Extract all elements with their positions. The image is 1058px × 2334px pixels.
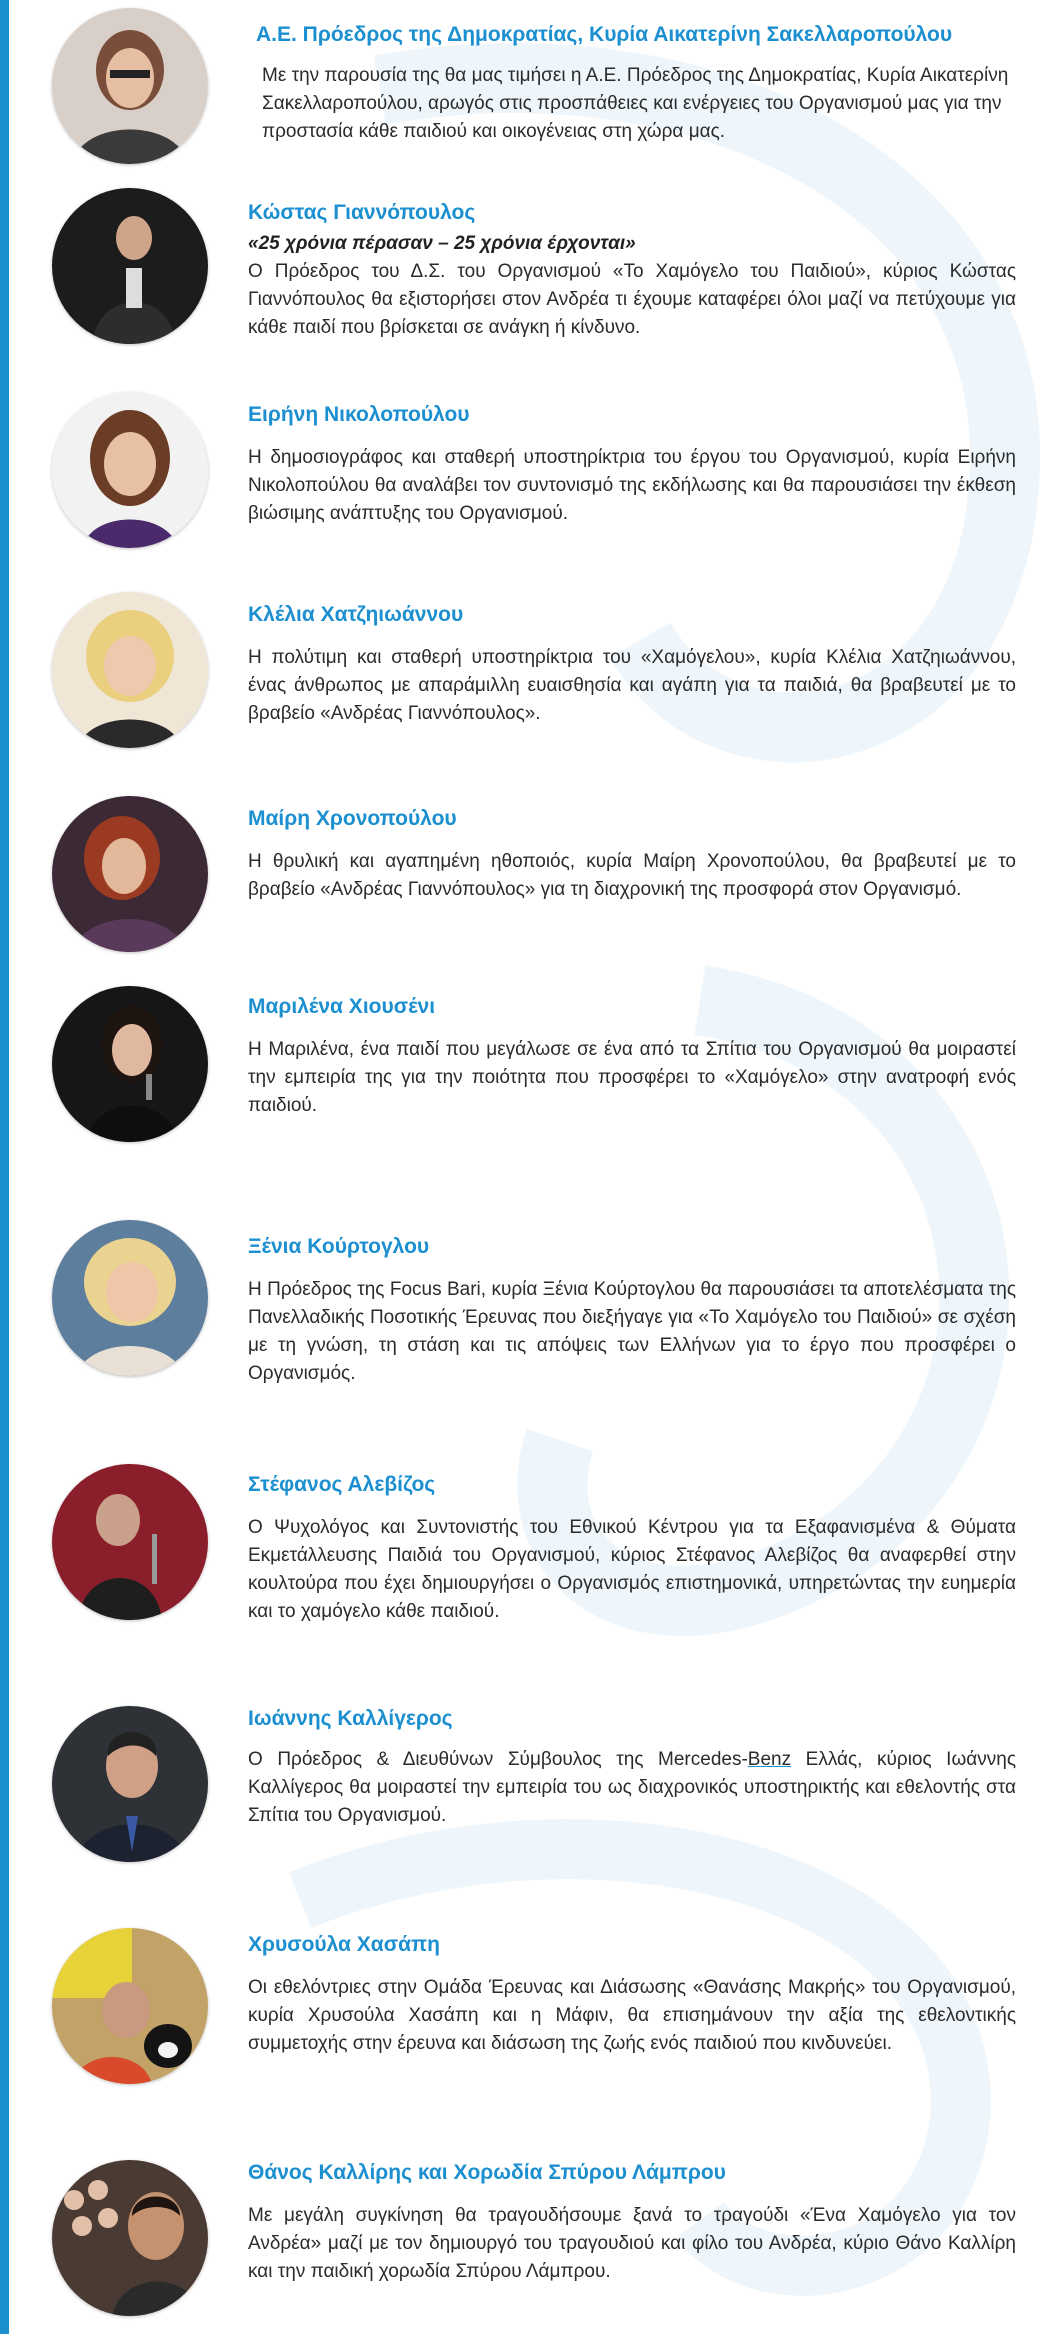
speaker-description: Οι εθελόντριες στην Ομάδα Έρευνας και Διάσωσης «Θανάσης Μακρής» του Οργανισμού, κυρία Χρυσούλα Χασάπη και η Μάφιν, θα επισημάνουν την αξία της εθελοντικής συμμετοχής στην έρευνα και διάσωση της ζωής ενός παιδιού που κινδυνεύει. xyxy=(248,1977,1016,2054)
speaker-description: Με μεγάλη συγκίνηση θα τραγουδήσουμε ξανά το τραγούδι «Ένα Χαμόγελο για τον Ανδρέα» μαζί με τον δημιουργό του τραγουδιού και φίλο του Ανδρέα, κύριο Θάνο Καλλίρη και την παιδική χορωδία Σπύρου Λάμπρου. xyxy=(248,2205,1016,2282)
speaker-name: Ειρήνη Νικολοπούλου xyxy=(248,403,470,426)
speaker-photo xyxy=(52,2160,208,2316)
speaker-photo xyxy=(52,592,208,748)
speaker-description: Ο Ψυχολόγος και Συντονιστής του Εθνικού Κέντρου για τα Εξαφανισμένα & Θύματα Εκμετάλλευσης Παιδιά του Οργανισμού, κύριος Στέφανος Αλεβίζος θα αναφερθεί στην κουλτούρα που έχει δημιουργήσει ο Οργανισμός επιστημονικά, υπηρετώντας την ευημερία και το χαμόγελο κάθε παιδιού. xyxy=(248,1517,1016,1622)
speaker-description: Η πολύτιμη και σταθερή υποστηρίκτρια του «Χαμόγελου», κυρία Κλέλια Χατζηιωάννου, ένας άνθρωπος με απαράμιλλη ευαισθησία και αγάπη για τα παιδιά, θα βραβευτεί με το βραβείο «Ανδρέας Γιαννόπουλος». xyxy=(248,647,1016,724)
speaker-description: Με την παρουσία της θα μας τιμήσει η Α.Ε. Πρόεδρος της Δημοκρατίας, Κυρία Αικατερίνη Σακελλαροπούλου, αρωγός στις προσπάθειες και ενέργειες του Οργανισμού μας για την προστασία κάθε παιδιού και οικογένειας στη χώρα μας. xyxy=(262,65,1009,142)
speaker-description: Η Πρόεδρος της Focus Bari, κυρία Ξένια Κούρτογλου θα παρουσιάσει τα αποτελέσματα της Πανελλαδικής Ποσοτικής Έρευνας που διεξήγαγε για «Το Χαμόγελο του Παιδιού» σε σχέση με τη γνώση, τη στάση και τις απόψεις των Ελλήνων για το έργο που προσφέρει ο Οργανισμός. xyxy=(248,1279,1016,1384)
speaker-photo xyxy=(52,392,208,548)
speaker-name: Ιωάννης Καλλίγερος xyxy=(248,1707,453,1730)
speaker-photo xyxy=(52,796,208,952)
speaker-description: Ο Πρόεδρος του Δ.Σ. του Οργανισμού «Το Χαμόγελο του Παιδιού», κύριος Κώστας Γιαννόπουλος θα εξιστορήσει στον Ανδρέα τι έχουμε καταφέρει όλοι μαζί να πετύχουμε για κάθε παιδί που βρίσκεται σε ανάγκη ή κίνδυνο. xyxy=(248,261,1016,338)
speaker-description: Η δημοσιογράφος και σταθερή υποστηρίκτρια του έργου του Οργανισμού, κυρία Ειρήνη Νικολοπούλου θα αναλάβει τον συντονισμό της εκδήλωσης και θα παρουσιάσει την έκθεση βιώσιμης ανάπτυξης του Οργανισμού. xyxy=(248,447,1016,524)
speaker-photo xyxy=(52,188,208,344)
speaker-name: Στέφανος Αλεβίζος xyxy=(248,1473,436,1496)
speaker-photo xyxy=(52,8,208,164)
speaker-name: Μαίρη Χρονοπούλου xyxy=(248,807,457,830)
speaker-photo xyxy=(52,1928,208,2084)
speaker-name: Μαριλένα Χιουσένι xyxy=(248,995,436,1018)
speaker-name: Α.Ε. Πρόεδρος της Δημοκρατίας, Κυρία Αικατερίνη Σακελλαροπούλου xyxy=(256,23,953,46)
speaker-description-part: Ο Πρόεδρος & Διευθύνων Σύμβουλος της Mercedes- xyxy=(248,1749,748,1770)
speaker-photo xyxy=(52,1220,208,1376)
speaker-description xyxy=(248,1746,1016,1830)
speaker-name: Χρυσούλα Χασάπη xyxy=(248,1933,440,1956)
speaker-quote: «25 χρόνια πέρασαν – 25 χρόνια έρχονται» xyxy=(248,233,636,254)
speaker-name: Κώστας Γιαννόπουλος xyxy=(248,201,476,224)
speaker-name: Θάνος Καλλίρης και Χορωδία Σπύρου Λάμπρου xyxy=(248,2161,726,2184)
speaker-photo xyxy=(52,986,208,1142)
speaker-name: Ξένια Κούρτογλου xyxy=(248,1235,430,1258)
speaker-description-part: Ελλάς, κύριος Ιωάννης Καλλίγερος θα μοιραστεί την εμπειρία του ως διαχρονικός υποστηρικτής και εθελοντής στα Σπίτια του Οργανισμού. xyxy=(248,1749,1017,1826)
speaker-description: Η θρυλική και αγαπημένη ηθοποιός, κυρία Μαίρη Χρονοπούλου, θα βραβευτεί με το βραβείο «Ανδρέας Γιαννόπουλος» για τη διαχρονική της προσφορά στον Οργανισμό. xyxy=(248,851,1016,900)
brand-underlined-text: Benz xyxy=(747,1749,792,1770)
speaker-name: Κλέλια Χατζηιωάννου xyxy=(248,603,464,626)
speaker-photo xyxy=(52,1464,208,1620)
speaker-description: Η Μαριλένα, ένα παιδί που μεγάλωσε σε ένα από τα Σπίτια του Οργανισμού θα μοιραστεί την εμπειρία της για την ποιότητα που προσφέρει το «Χαμόγελο» στην ανατροφή ενός παιδιού. xyxy=(248,1039,1016,1116)
speaker-photo xyxy=(52,1706,208,1862)
